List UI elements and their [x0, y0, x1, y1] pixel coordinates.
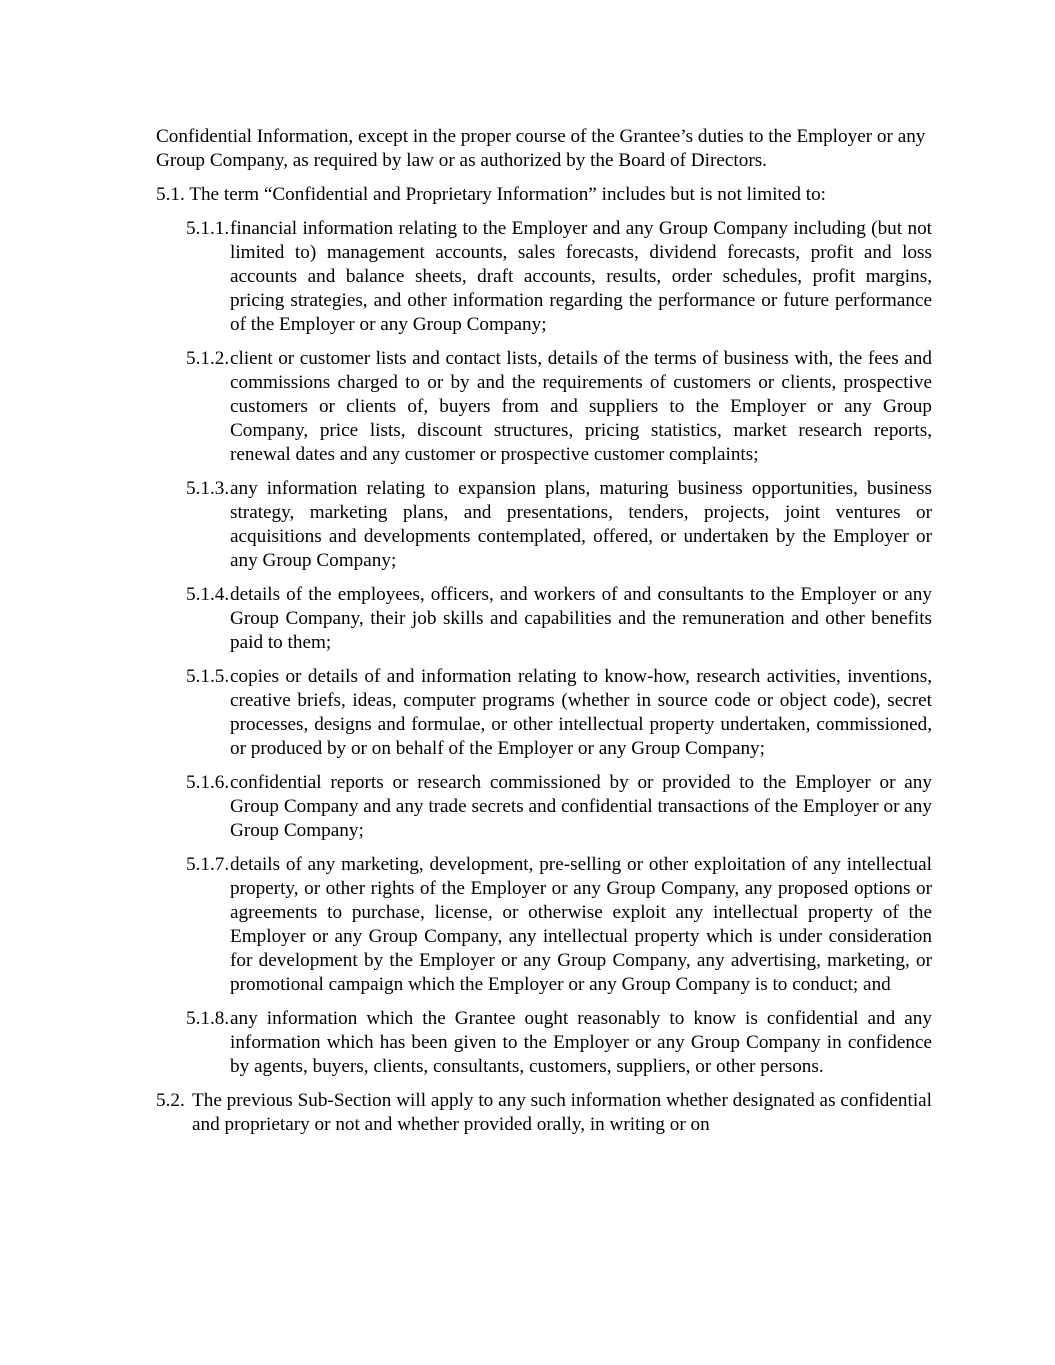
list-item	[186, 583, 932, 655]
list-item-text: any information which the Grantee ought reasonably to know is confidential and any information which has been given to the Employer or any Group Company in confidence by agents, buyers, clients, consultants, customers, suppliers, or other persons.	[230, 1008, 932, 1077]
list-item-text: details of the employees, officers, and workers of and consultants to the Employer or any Group Company, their job skills and capabilities and the remuneration and other benefits paid to them;	[230, 584, 932, 653]
clause-5-2-number: 5.2.	[156, 1090, 185, 1111]
list-item-number: 5.1.7.	[186, 854, 230, 875]
clause-5-2	[156, 1089, 932, 1137]
clause-5-1-number: 5.1.	[156, 184, 185, 205]
list-item-number: 5.1.2.	[186, 348, 230, 369]
list-item-number: 5.1.1.	[186, 218, 230, 239]
list-item-text: confidential reports or research commissioned by or provided to the Employer or any Group Company and any trade secrets and confidential transactions of the Employer or any Group Company;	[230, 772, 932, 841]
list-item-number: 5.1.4.	[186, 584, 230, 605]
list-item	[186, 853, 932, 997]
list-item-number: 5.1.8.	[186, 1008, 230, 1029]
clause-5-2-text: The previous Sub-Section will apply to any such information whether designated as confidential and proprietary or not and whether provided orally, in writing or on	[192, 1090, 932, 1135]
list-item	[186, 771, 932, 843]
list-item-number: 5.1.6.	[186, 772, 230, 793]
intro-paragraph: Confidential Information, except in the proper course of the Grantee’s duties to the Employer or any Group Company, as required by law or as authorized by the Board of Directors.	[156, 126, 926, 171]
list-item	[186, 217, 932, 337]
list-item-text: copies or details of and information relating to know-how, research activities, inventions, creative briefs, ideas, computer programs (whether in source code or object code), secret processes, designs and formulae, or other intellectual property undertaken, commissioned, or produced by or on behalf of the Employer or any Group Company;	[230, 666, 932, 759]
list-item-text: client or customer lists and contact lists, details of the terms of business with, the fees and commissions charged to or by and the requirements of customers or clients, prospective customers or clients of, buyers from and suppliers to the Employer or any Group Company, price lists, discount structures, pricing statistics, market research reports, renewal dates and any customer or prospective customer complaints;	[230, 348, 932, 465]
clause-5-1-list	[156, 217, 932, 1079]
list-item	[186, 1007, 932, 1079]
list-item-number: 5.1.3.	[186, 478, 230, 499]
clause-5-1	[156, 183, 932, 207]
list-item	[186, 477, 932, 573]
list-item	[186, 347, 932, 467]
list-item-number: 5.1.5.	[186, 666, 230, 687]
clause-5-1-text: The term “Confidential and Proprietary Information” includes but is not limited to:	[189, 184, 827, 205]
list-item-text: financial information relating to the Employer and any Group Company including (but not limited to) management accounts, sales forecasts, dividend forecasts, profit and loss accounts and balance sheets, draft accounts, results, order schedules, profit margins, pricing strategies, and other information regarding the performance or future performance of the Employer or any Group Company;	[230, 218, 932, 335]
list-item-text: details of any marketing, development, pre-selling or other exploitation of any intellectual property, or other rights of the Employer or any Group Company, any proposed options or agreements to purchase, license, or otherwise exploit any intellectual property of the Employer or any Group Company, any intellectual property which is under consideration for development by the Employer or any Group Company, any advertising, marketing, or promotional campaign which the Employer or any Group Company is to conduct; and	[230, 854, 932, 995]
document-body	[156, 125, 932, 1137]
list-item-text: any information relating to expansion plans, maturing business opportunities, business strategy, marketing plans, and presentations, tenders, projects, joint ventures or acquisitions and developments contemplated, offered, or undertaken by the Employer or any Group Company;	[230, 478, 932, 571]
list-item	[186, 665, 932, 761]
